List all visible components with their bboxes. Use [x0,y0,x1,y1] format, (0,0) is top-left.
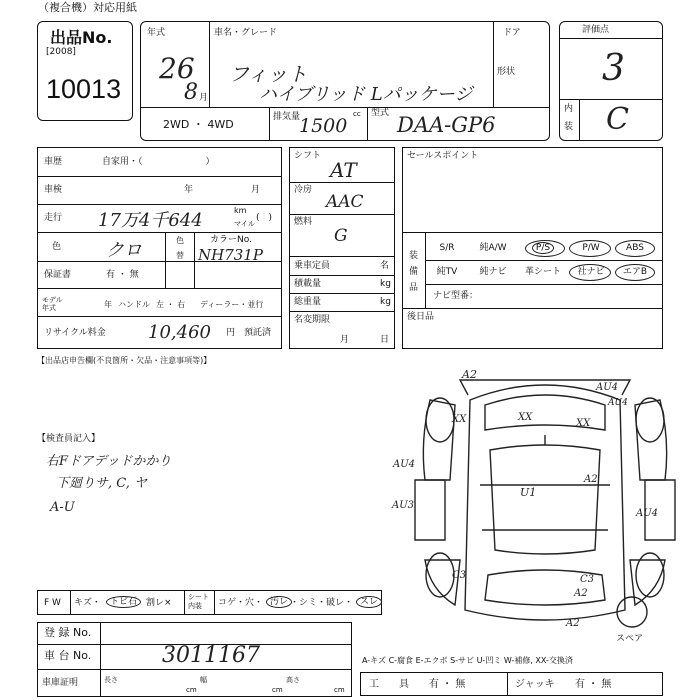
mark-a2-right-door: A2 [584,474,598,485]
load-label: 積載量 [294,279,322,289]
glass-scratch: キズ・ [74,598,101,608]
equip-airbag: エアB [622,267,648,277]
length-cm: cm [186,686,197,694]
load-unit: kg [380,279,391,289]
glass-chip: トビ石 [106,596,141,608]
model-year-unit: 年 [104,300,112,309]
notes-label: 後日品 [407,312,435,322]
fuel-label: 燃料 [294,217,313,227]
model-label: 型式 [371,108,390,118]
recycle-value: 10,460 [148,322,211,343]
inspector-note-3: A-U [50,500,75,515]
lot-number: 10013 [46,74,122,104]
year-value: 26 [159,52,195,85]
shift-value: AT [330,158,357,182]
mark-au4-right-upper: AU4 [608,398,628,408]
mileage-label: 走行 [44,213,63,223]
tools-value: 有 ・ 無 [429,679,466,690]
equipment-label: 装備品 [409,251,419,293]
tools-box [360,672,663,696]
deadline-month: 月 [340,335,350,345]
model-value: DAA-GP6 [397,113,496,137]
chassis-label: 車 台 No. [44,649,92,662]
deadline-day: 日 [380,335,390,345]
spare-tire-label: スペア [616,634,644,644]
equip-alloy: 純A/W [479,243,507,253]
grade-label: 評価点 [582,25,610,35]
name-line1: フィット [229,62,308,86]
equip-leather: 革シート [524,267,561,277]
deadline-label: 名変期限 [294,315,331,325]
dealer-label: ディーラー・並行 [200,300,264,309]
displacement-unit: cc [353,110,361,118]
interior-label-2: 装 [564,122,574,132]
equip-pw: P/W [582,243,600,253]
color-change-2: 替 [176,251,184,260]
history-box [37,147,282,349]
month-value: 8 [184,80,198,105]
seat-label: シート 内装 [188,593,209,610]
inspector-label: 【検査員記入】 [37,434,101,444]
mark-u1-roof: U1 [520,486,537,499]
mark-a2-rear: A2 [574,588,588,599]
lot-box [37,21,133,121]
vehicle-box [140,21,550,141]
weight-unit: kg [380,297,391,307]
condition-row [37,590,382,615]
tools-label: 工 具 [369,679,409,690]
color-no-label: カラーNo. [210,235,252,245]
mark-xx-left: XX [452,414,467,425]
registration-box [37,622,352,697]
km-unit: km [234,206,247,215]
drive-label: 2WD ・ 4WD [163,118,234,131]
month-unit: 月 [199,93,209,103]
glass-crack: 割レ× [146,598,172,608]
mark-au4-front-right: AU4 [596,382,619,393]
history-label: 車歴 [44,157,63,167]
jack-value: 有 ・ 無 [575,679,612,690]
mileage-value: 17万4千644 [98,210,203,231]
interior-items: コゲ・穴・ [218,598,264,608]
height-cm: cm [334,686,345,694]
inspection-label: 車検 [44,185,63,195]
spec-box [289,147,395,349]
mark-c3-right: C3 [580,574,595,585]
damage-legend: A-キズ C-腐食 E-エクボ S-サビ U-凹ミ W-補修, XX-交換済 [362,656,573,665]
interior-label-1: 内 [564,104,574,114]
chassis-value: 3011167 [162,643,260,668]
warranty-value: 有 ・ 無 [106,270,139,280]
interior-wear: スレ [356,596,382,608]
equip-abs: ABS [626,243,644,253]
mile-unit: マイル [234,220,255,228]
reg-label: 登 録 No. [44,626,92,639]
model-year-label: モデル 年式 [42,296,63,312]
weight-label: 総重量 [294,297,322,307]
sales-point-label: セールスポイント [407,151,479,161]
navi-model-label: ナビ型番： [433,291,479,301]
handle-value: 左 ・ 右 [156,300,186,309]
warranty-label: 保証書 [44,270,72,280]
seller-comment-label: 【出品店申告欄(不良箇所・欠品・注意事項等)】 [37,356,212,365]
inspection-month-unit: 月 [251,185,261,195]
year-label: 年式 [147,28,166,38]
interior-grade: C [606,102,629,137]
equip-tv: 純TV [436,267,458,277]
width-label: 幅 [200,676,207,684]
mark-au4-right-rear: AU4 [636,508,659,519]
color-change-1: 色 [176,236,184,245]
sales-box [402,147,663,349]
inspection-year-unit: 年 [184,185,194,195]
name-label: 車名・グレード [214,28,278,38]
color-label: 色 [52,242,62,252]
color-no-value: NH731P [198,246,263,264]
name-line2: ハイブリッド Lパッケージ [259,84,473,105]
mark-a2-bottom: A2 [566,618,580,629]
ac-label: 冷房 [294,185,313,195]
mark-xx-hood: XX [518,412,533,423]
mark-xx-right: XX [576,418,591,429]
history-value: 自家用・（ ） [102,157,215,167]
cert-label: 車庫証明 [42,678,79,688]
interior-items-2: ・シミ・破レ・ [290,598,354,608]
displacement-label: 排気量 [273,112,301,122]
mark-a2-front: A2 [462,368,477,381]
mark-c3-left: C3 [452,570,467,581]
equip-navi: 純ナビ [479,267,507,277]
year-tag: [2008] [46,47,76,57]
width-cm: cm [272,686,283,694]
jack-label: ジャッキ [515,679,555,690]
form-note: （複合機）対応用紙 [38,1,137,14]
shift-label: シフト [294,151,322,161]
door-label: ドア [503,28,521,38]
ac-value: AAC [326,192,364,212]
handle-label: ハンドル [118,300,150,309]
recycle-status: 預託済 [244,328,272,338]
equip-aftermarket-navi: 社ナビ [577,267,605,277]
length-label: 長さ [104,676,118,684]
capacity-unit: 名 [380,261,390,271]
height-label: 高さ [286,676,300,684]
shape-label: 形状 [497,67,516,77]
fw-label: F W [44,598,61,608]
mark-au3-left-rear: AU3 [392,500,415,511]
inspector-note-1: 右Fドアデッドかかり [46,454,172,469]
fuel-value: G [334,226,348,246]
grade-score: 3 [602,48,625,89]
displacement-value: 1500 [299,115,348,137]
mileage-paren: ( ) [256,213,273,223]
mark-au4-left-door: AU4 [393,459,416,470]
equip-ps: P/S [525,243,561,253]
inspector-note-2: 下廻りサ, C, ヤ [56,476,148,491]
recycle-unit: 円 [226,328,236,338]
grade-box [559,21,663,141]
car-damage-diagram [400,360,690,635]
color-value: クロ [106,240,142,261]
capacity-label: 乗車定員 [294,261,331,271]
interior-dirt: 汚レ [266,596,292,608]
lot-label: 出品No. [50,28,113,47]
recycle-label: リサイクル料金 [44,328,106,338]
equip-sr: S/R [439,243,455,253]
